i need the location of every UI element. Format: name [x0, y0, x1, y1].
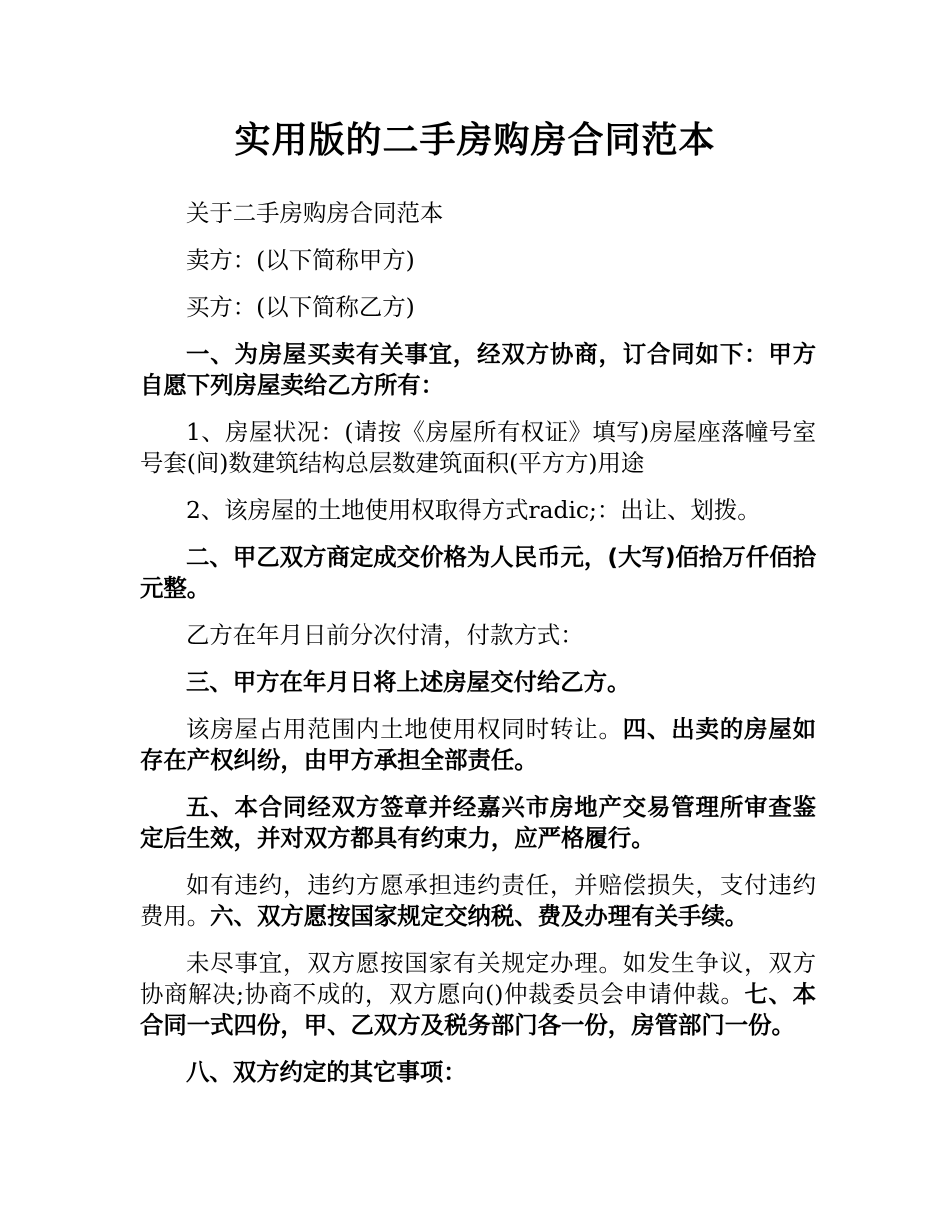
paragraph-seller: [140, 245, 816, 276]
paragraph-clause-1: [140, 339, 816, 401]
paragraph-clause-3: [140, 667, 816, 698]
paragraph-text: 2、该房屋的土地使用权取得方式radic;：出让、划拨。: [186, 496, 761, 524]
clause-heading: 二、甲乙双方商定成交价格为人民币元，(大写)佰拾万仟佰拾元整。: [140, 543, 816, 602]
paragraph-payment: [140, 620, 816, 651]
paragraph-intro: [140, 198, 816, 229]
document-body: [140, 198, 816, 1088]
paragraph-clause-4: [140, 714, 816, 776]
clause-heading: 六、双方愿按国家规定交纳税、费及办理有关手续。: [210, 902, 749, 930]
paragraph-clause-6: [140, 870, 816, 932]
paragraph-land-use: [140, 495, 816, 526]
paragraph-text: 未尽事宜，双方愿按国家有关规定办理。如发生争议，双方协商解决;协商不成的，双方愿向()仲裁委员会申请仲裁。: [140, 949, 816, 1008]
paragraph-text: 卖方：(以下简称甲方): [186, 246, 415, 274]
paragraph-text: 买方：(以下简称乙方): [186, 293, 415, 321]
paragraph-clause-2: [140, 542, 816, 604]
clause-heading: 四、出卖的房屋如存在产权纠纷，由甲方承担全部责任。: [140, 715, 817, 774]
clause-heading: 一、为房屋买卖有关事宜，经双方协商，订合同如下：甲方自愿下列房屋卖给乙方所有：: [140, 340, 816, 399]
paragraph-text: 乙方在年月日前分次付清，付款方式：: [186, 621, 584, 649]
clause-heading: 八、双方约定的其它事项：: [186, 1058, 467, 1086]
paragraph-clause-5: [140, 792, 816, 854]
paragraph-text: 该房屋占用范围内土地使用权同时转让。: [186, 715, 623, 743]
page-title: 实用版的二手房购房合同范本: [234, 120, 716, 161]
paragraph-text: 如有违约，违约方愿承担违约责任，并赔偿损失，支付违约费用。: [140, 871, 816, 930]
paragraph-clause-7: [140, 948, 816, 1041]
paragraph-text: 1、房屋状况：(请按《房屋所有权证》填写)房屋座落幢号室号套(间)数建筑结构总层数建筑面积(平方方)用途: [140, 418, 816, 477]
clause-heading: 七、本合同一式四份，甲、乙双方及税务部门各一份，房管部门一份。: [140, 980, 816, 1039]
paragraph-text: 关于二手房购房合同范本: [186, 199, 444, 227]
paragraph-house-status: [140, 417, 816, 479]
paragraph-clause-8: [140, 1057, 816, 1088]
paragraph-buyer: [140, 292, 816, 323]
clause-heading: 五、本合同经双方签章并经嘉兴市房地产交易管理所审查鉴定后生效，并对双方都具有约束力，应严格履行。: [140, 793, 816, 852]
clause-heading: 三、甲方在年月日将上述房屋交付给乙方。: [186, 668, 631, 696]
